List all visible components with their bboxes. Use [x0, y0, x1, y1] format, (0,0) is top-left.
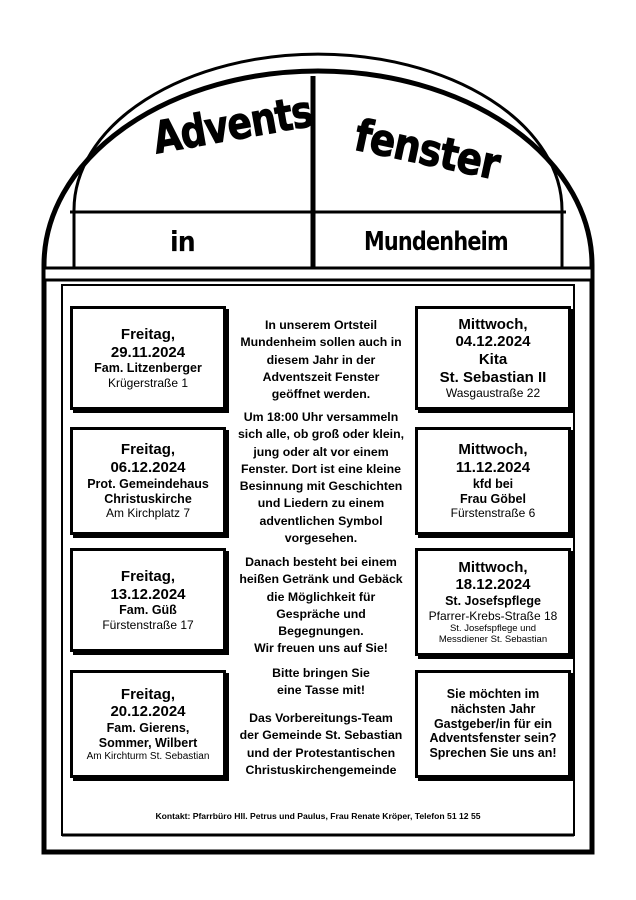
event-host: Fam. Gierens,: [106, 721, 190, 736]
event-box-04-12: [415, 306, 571, 410]
event-box-06-12: [70, 427, 226, 535]
event-host: Christuskirche: [104, 491, 192, 506]
event-date: 06.12.2024: [110, 459, 186, 477]
event-host: kfd bei: [472, 476, 514, 491]
event-address: Pfarrer-Krebs-Straße 18: [428, 608, 558, 623]
event-host: Prot. Gemeindehaus: [87, 476, 209, 491]
event-day: Freitag,: [120, 325, 176, 343]
event-date: 29.11.2024: [110, 343, 186, 361]
intro-paragraph: In unserem Ortsteil Mundenheim sollen auch in diesem Jahr in der Adventszeit Fenster geöffnet werden.: [240, 318, 402, 402]
event-date: 20.12.2024: [110, 703, 186, 721]
cup-reminder: Bitte bringen Sie eine Tasse mit!: [272, 666, 370, 698]
contact-line: Kontakt: Pfarrbüro Hll. Petrus und Paulus, Frau Renate Kröper, Telefon 51 12 55: [155, 811, 481, 821]
event-date: 11.12.2024: [455, 459, 531, 477]
organizers-paragraph: Das Vorbereitungs-Team der Gemeinde St. Sebastian und der Protestantischen Christuskirchengemeinde: [239, 711, 403, 777]
question-line: Gastgeber/in für ein: [433, 716, 553, 731]
event-date: 04.12.2024: [455, 333, 531, 351]
event-host: Fam. Güß: [119, 603, 177, 618]
event-box-13-12: [70, 548, 226, 652]
event-box-20-12: [70, 670, 226, 778]
event-note: Messdiener St. Sebastian: [438, 634, 548, 646]
event-host: Frau Göbel: [460, 491, 526, 506]
event-note: St. Josefspflege und: [449, 622, 537, 634]
event-day: Mittwoch,: [458, 558, 528, 576]
event-address: Fürstenstraße 17: [102, 617, 194, 632]
title-in: in: [170, 225, 195, 258]
event-host: Kita: [478, 350, 508, 368]
question-box: [415, 670, 571, 778]
event-host: Sommer, Wilbert: [98, 735, 198, 750]
gathering-paragraph: Um 18:00 Uhr versammeln sich alle, ob groß oder klein, jung oder alt vor einem Fenster. Dort ist eine kleine Besinnung mit Geschichten und Liedern zu einem adventlichen Symbol vorgesehen.: [237, 410, 405, 546]
event-address: Wasgaustraße 22: [445, 386, 541, 401]
event-host: St. Sebastian II: [439, 368, 547, 386]
event-box-11-12: [415, 427, 571, 535]
event-box-18-12: [415, 548, 571, 656]
title-mundenheim: Mundenheim: [364, 227, 508, 257]
event-host: Fam. Litzenberger: [94, 361, 202, 376]
event-address: Am Kirchturm St. Sebastian: [86, 750, 210, 762]
event-day: Mittwoch,: [458, 315, 528, 333]
event-address: Krügerstraße 1: [107, 375, 189, 390]
event-day: Freitag,: [120, 567, 176, 585]
event-day: Mittwoch,: [458, 441, 528, 459]
event-date: 18.12.2024: [455, 576, 531, 594]
question-line: Sprechen Sie uns an!: [429, 746, 557, 761]
event-address: Am Kirchplatz 7: [105, 506, 191, 521]
event-host: St. Josefspflege: [445, 594, 541, 609]
event-day: Freitag,: [120, 441, 176, 459]
title-advents: Advents: [149, 86, 317, 165]
event-address: Fürstenstraße 6: [450, 506, 536, 521]
event-date: 13.12.2024: [110, 585, 186, 603]
question-line: Sie möchten im: [446, 687, 540, 702]
event-box-29-11: [70, 306, 226, 410]
event-day: Freitag,: [120, 685, 176, 703]
question-line: Adventsfenster sein?: [429, 731, 557, 746]
title-fenster: fenster: [350, 110, 504, 191]
question-line: nächsten Jahr: [450, 701, 536, 716]
afterwards-paragraph: Danach besteht bei einem heißen Getränk und Gebäck die Möglichkeit für Gespräche und Begegnungen. Wir freuen uns auf Sie!: [239, 555, 403, 656]
